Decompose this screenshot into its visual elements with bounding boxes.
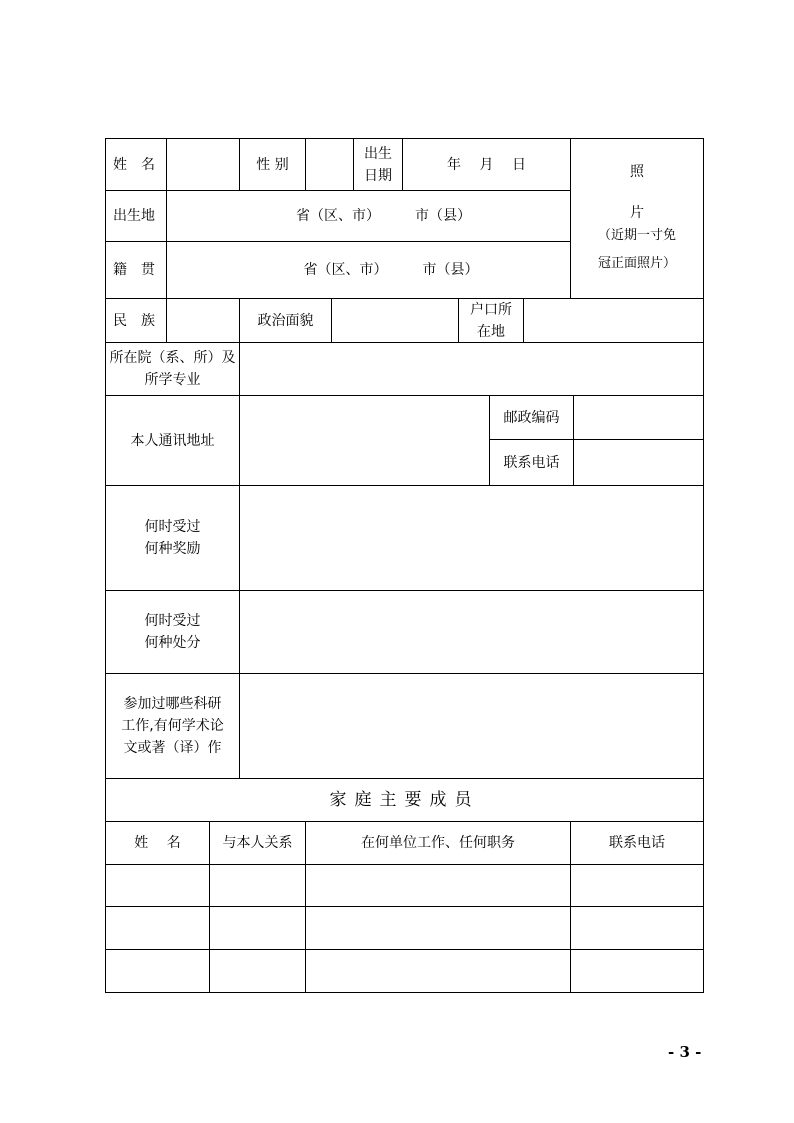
birthdate-label-line2: 日期 (364, 167, 392, 184)
birthdate-field[interactable]: 年 月 日 (447, 156, 526, 173)
birthdate-label-line1: 出生 (364, 145, 392, 162)
postcode-field[interactable] (574, 396, 703, 439)
family-row-2-phone[interactable] (571, 907, 703, 949)
photo-label-line4: 冠正面照片） (597, 256, 676, 271)
research-field[interactable] (240, 674, 703, 778)
research-label-line3: 文或著（译）作 (123, 740, 222, 756)
name-label: 姓 名 (113, 156, 155, 173)
address-label: 本人通讯地址 (130, 432, 215, 449)
family-row-1-name[interactable] (106, 865, 209, 906)
research-label-line2: 工作,有何学术论 (121, 718, 224, 734)
family-row-3-employer[interactable] (306, 950, 570, 992)
page-number: - 3 - (668, 1043, 702, 1061)
political-status-label: 政治面貌 (257, 312, 314, 329)
family-row-1-relation[interactable] (210, 865, 305, 906)
native-place-label: 籍 贯 (113, 262, 155, 278)
family-row-2-name[interactable] (106, 907, 209, 949)
native-place-field[interactable]: 省（区、市） 市（县） (303, 262, 479, 278)
department-label-line1: 所在院（系、所）及 (109, 350, 236, 366)
gender-label: 性 别 (256, 156, 289, 173)
political-status-field[interactable] (332, 299, 458, 342)
family-section-title: 家庭主要成员 (329, 790, 480, 810)
department-field[interactable] (240, 343, 703, 395)
hukou-field[interactable] (524, 299, 703, 342)
name-field[interactable] (167, 139, 239, 190)
awards-label-line1: 何时受过 (144, 519, 201, 535)
hukou-label-line1: 户口所 (470, 301, 512, 318)
family-row-3-relation[interactable] (210, 950, 305, 992)
research-label-line1: 参加过哪些科研 (123, 696, 222, 712)
awards-label (106, 486, 239, 590)
punishment-field[interactable] (240, 591, 703, 673)
awards-field[interactable] (240, 486, 703, 590)
department-label-line2: 所学专业 (144, 372, 201, 388)
research-label (106, 674, 239, 778)
family-row-2-relation[interactable] (210, 907, 305, 949)
birthplace-label: 出生地 (113, 208, 155, 224)
punishment-label (106, 591, 239, 673)
family-header-relation: 与本人关系 (222, 835, 293, 851)
gender-field[interactable] (306, 139, 353, 190)
photo-label-line2: 片 (630, 205, 644, 221)
family-row-1-phone[interactable] (571, 865, 703, 906)
punishment-label-line2: 何种处分 (144, 635, 201, 651)
family-row-1-employer[interactable] (306, 865, 570, 906)
hukou-label-line2: 在地 (477, 323, 505, 340)
phone-field[interactable] (574, 440, 703, 485)
family-row-3-name[interactable] (106, 950, 209, 992)
ethnicity-field[interactable] (167, 299, 239, 342)
hukou-label (459, 299, 523, 342)
photo-label-line3: （近期一寸免 (597, 228, 676, 243)
awards-label-line2: 何种奖励 (144, 541, 201, 557)
phone-label: 联系电话 (503, 454, 560, 471)
family-header-phone: 联系电话 (609, 835, 665, 851)
birthdate-label (354, 139, 402, 190)
birthplace-field[interactable]: 省（区、市） 市（县） (296, 208, 471, 224)
family-row-2-employer[interactable] (306, 907, 570, 949)
family-header-employer: 在何单位工作、任何职务 (361, 835, 515, 851)
family-header-name: 姓 名 (134, 835, 181, 851)
address-field[interactable] (240, 396, 489, 485)
photo-label-line1: 照 (630, 164, 644, 180)
department-label (106, 343, 239, 395)
punishment-label-line1: 何时受过 (144, 613, 201, 629)
postcode-label: 邮政编码 (503, 409, 560, 426)
family-row-3-phone[interactable] (571, 950, 703, 992)
ethnicity-label: 民 族 (113, 312, 155, 329)
